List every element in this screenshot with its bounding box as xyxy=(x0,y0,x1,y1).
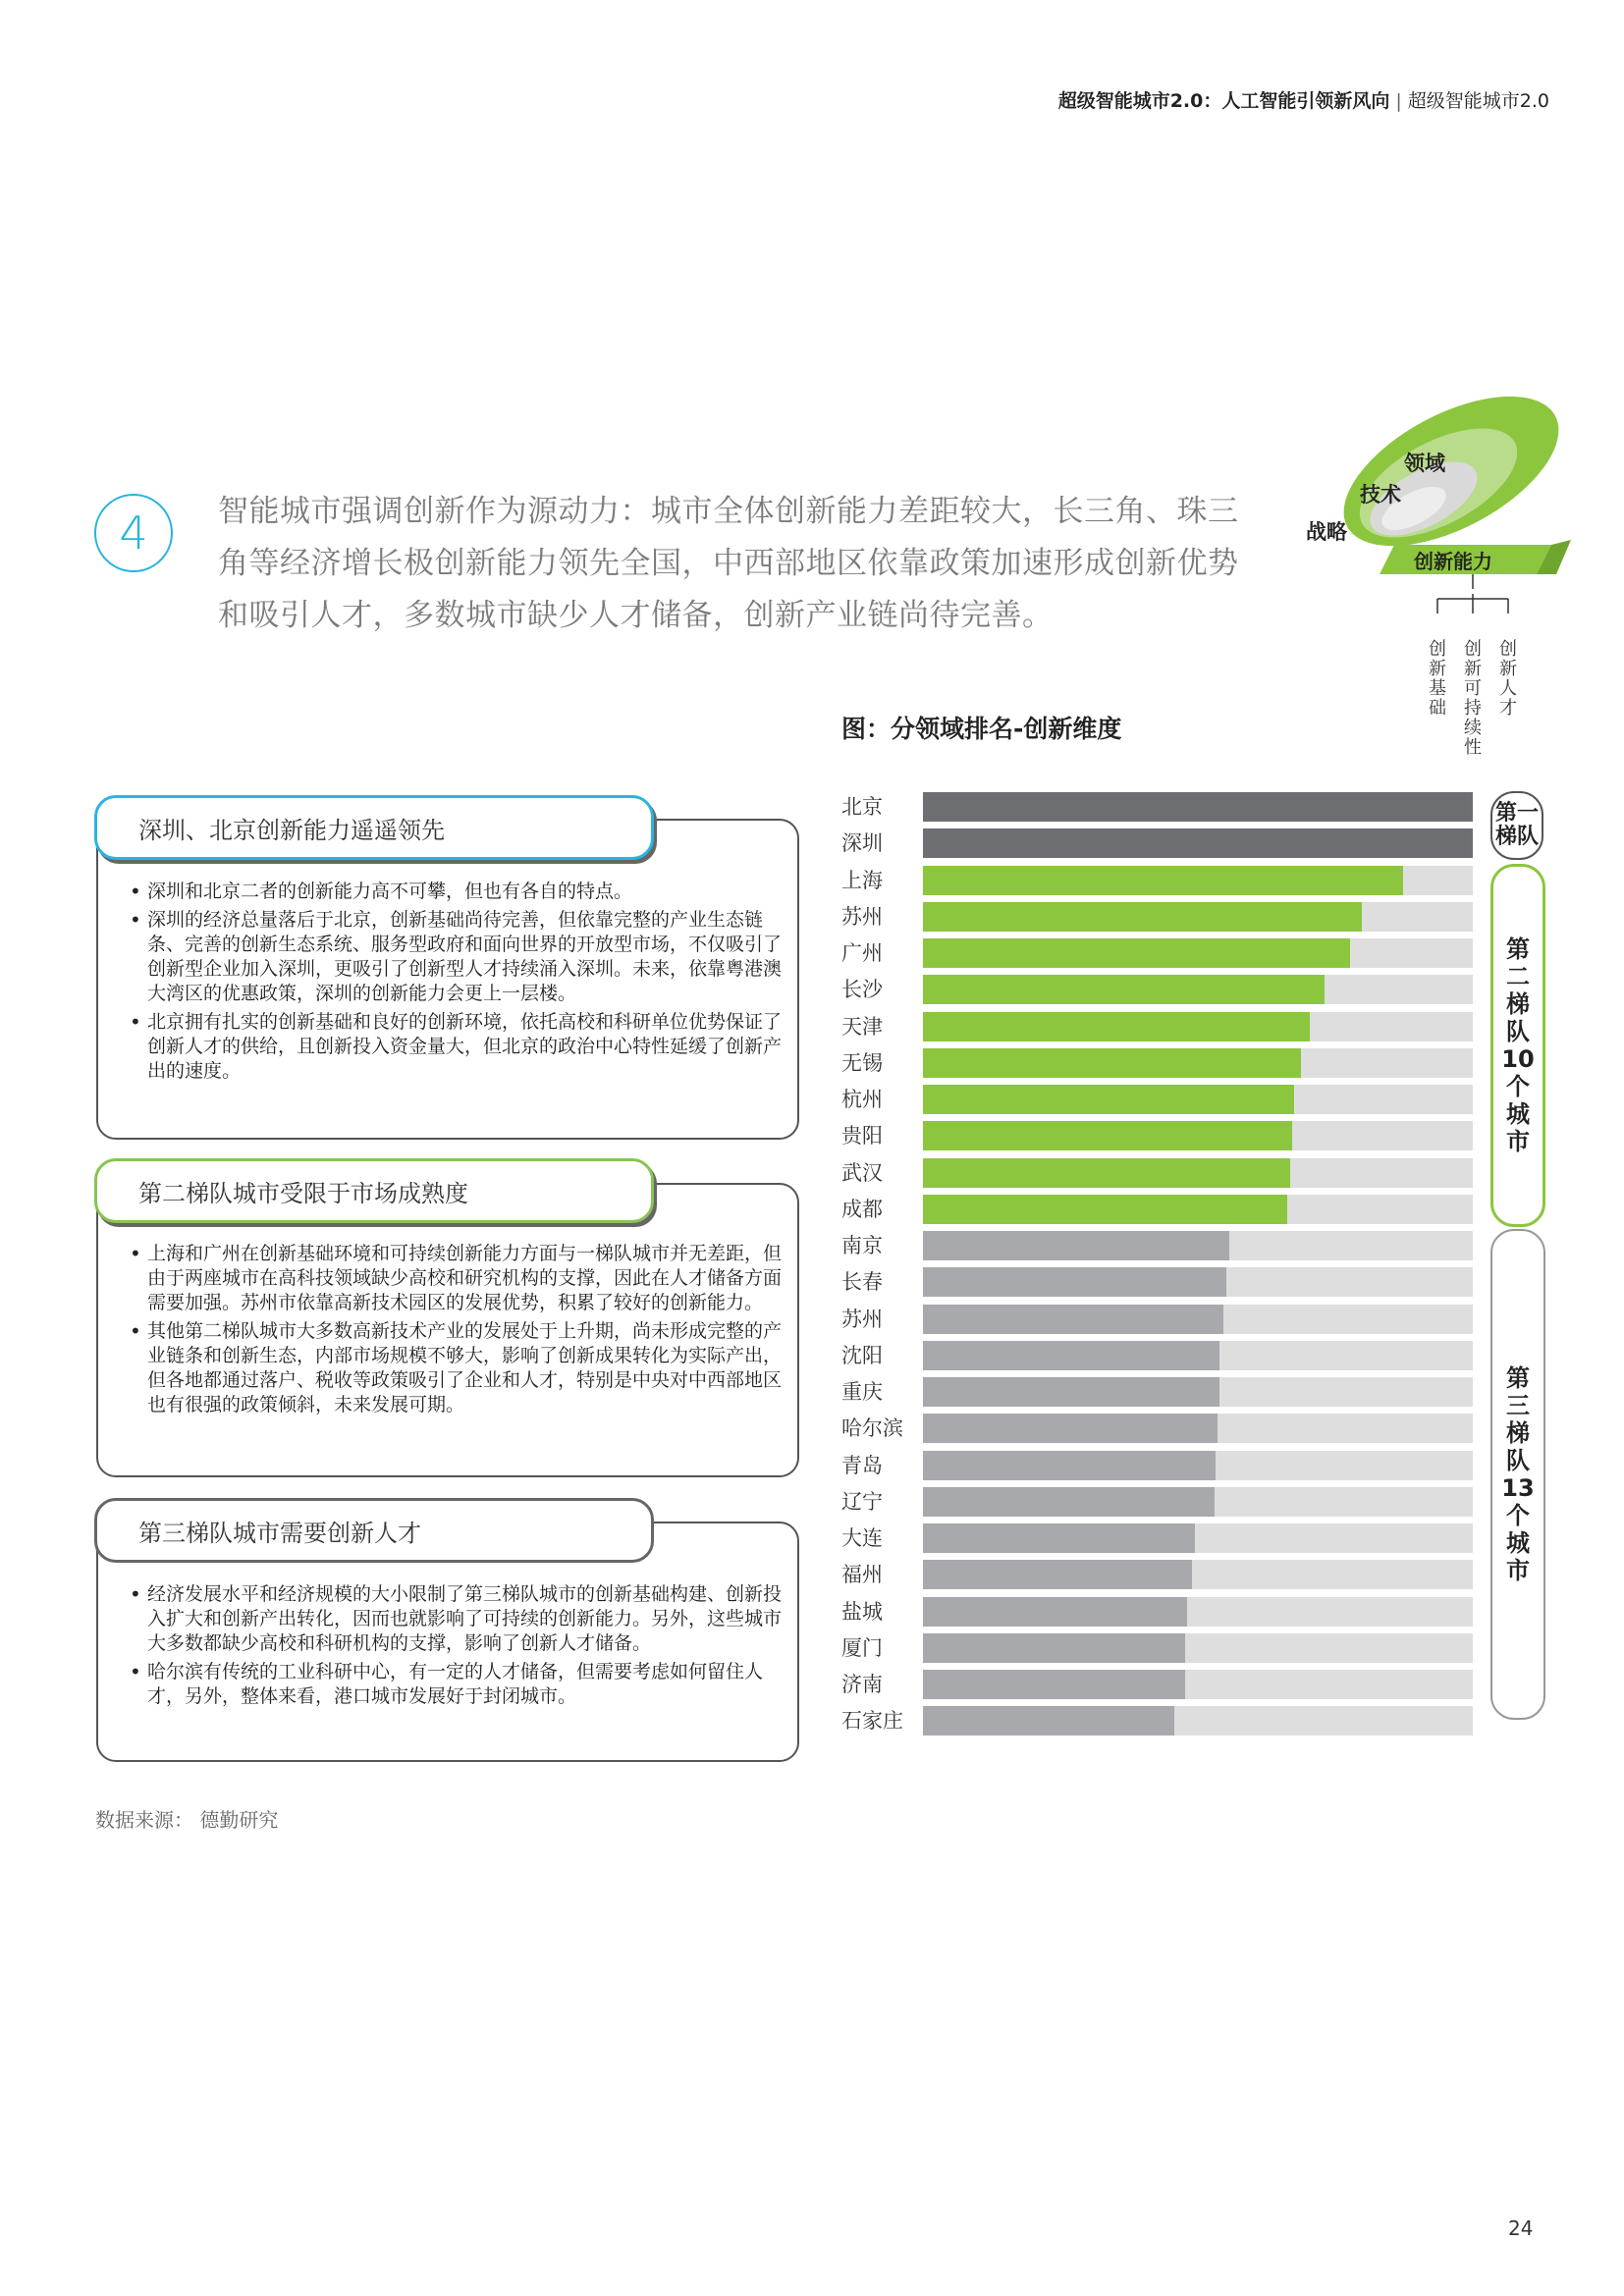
bar-track xyxy=(923,1597,1473,1627)
city-label: 杭州 xyxy=(841,1088,883,1111)
running-header xyxy=(0,86,1549,113)
bar-track xyxy=(923,1523,1473,1553)
diagram-label-technology: 技术 xyxy=(1360,483,1401,507)
box-tier2-bullet: • 上海和广州在创新基础环境和可持续创新能力方面与一梯队城市并无差距，但由于两座城市在高科技领域缺少高校和研究机构的支撑，因此在人才储备方面需要加强。苏州市依靠高新技术园区的发展优势，积累了较好的创新能力。 xyxy=(126,1242,793,1315)
bar-fill xyxy=(923,866,1403,895)
data-source: 数据来源： 德勤研究 xyxy=(95,1808,279,1832)
city-label: 长沙 xyxy=(841,978,883,1001)
bar-track xyxy=(923,1085,1473,1114)
box-tier3-title: 第三梯队城市需要创新人才 xyxy=(94,1498,654,1563)
bar-fill xyxy=(923,1158,1290,1188)
bar-fill xyxy=(923,975,1325,1004)
bar-fill xyxy=(923,1451,1216,1480)
bar-track xyxy=(923,1341,1473,1370)
city-label: 重庆 xyxy=(841,1380,883,1404)
city-label: 深圳 xyxy=(841,831,883,855)
bar-track xyxy=(923,792,1473,822)
page-number: 24 xyxy=(1508,2216,1534,2240)
branch-foundation: 创新基础 xyxy=(1429,639,1446,719)
city-label: 武汉 xyxy=(841,1161,883,1185)
bar-track xyxy=(923,975,1473,1004)
diagram-label-strategy: 战略 xyxy=(1306,520,1347,544)
bar-fill xyxy=(923,1414,1218,1443)
city-label: 无锡 xyxy=(841,1051,883,1075)
city-label: 辽宁 xyxy=(841,1490,883,1514)
bar-track xyxy=(923,938,1473,968)
city-label: 厦门 xyxy=(841,1636,883,1660)
tier3-bracket xyxy=(1490,1229,1545,1720)
city-label: 青岛 xyxy=(841,1454,883,1477)
header-separator: | xyxy=(1395,90,1402,112)
box-tier3-list xyxy=(126,1582,793,1713)
bar-track xyxy=(923,1231,1473,1260)
city-label: 石家庄 xyxy=(841,1709,903,1733)
bar-fill xyxy=(923,1523,1195,1553)
diagram-label-domain: 领域 xyxy=(1404,452,1445,475)
bar-fill xyxy=(923,902,1362,932)
bar-fill xyxy=(923,1305,1223,1334)
bar-fill xyxy=(923,1085,1294,1114)
tier1-bracket xyxy=(1490,791,1543,860)
city-label: 北京 xyxy=(841,795,883,819)
bar-track xyxy=(923,1012,1473,1041)
diagram-label-innovation: 创新能力 xyxy=(1414,550,1492,573)
bar-track xyxy=(923,1158,1473,1188)
box-tier2-bullet: • 其他第二梯队城市大多数高新技术产业的发展处于上升期，尚未形成完整的产业链条和创新生态，内部市场规模不够大，影响了创新成果转化为实际产出，但各地都通过落户、税收等政策吸引了企业和人才，特别是中央对中西部地区也有很强的政策倾斜，未来发展可期。 xyxy=(126,1319,793,1417)
box-tier1-bullet: • 北京拥有扎实的创新基础和良好的创新环境，依托高校和科研单位优势保证了创新人才的供给，且创新投入资金量大，但北京的政治中心特性延缓了创新产出的速度。 xyxy=(126,1010,793,1084)
bar-fill xyxy=(923,1706,1174,1735)
city-label: 盐城 xyxy=(841,1600,883,1624)
box-tier1-bullet: • 深圳和北京二者的创新能力高不可攀，但也有各自的特点。 xyxy=(126,880,793,904)
header-title: 超级智能城市2.0：人工智能引领新风向 xyxy=(1057,90,1390,112)
tier1-label: 第一 梯队 xyxy=(1494,801,1539,849)
tier2-bracket xyxy=(1490,864,1545,1227)
box-tier1-title: 深圳、北京创新能力遥遥领先 xyxy=(94,795,654,860)
box-tier3-bullet: • 哈尔滨有传统的工业科研中心，有一定的人才储备，但需要考虑如何留住人才，另外，整体来看，港口城市发展好于封闭城市。 xyxy=(126,1660,793,1709)
bar-fill xyxy=(923,828,1473,858)
bar-fill xyxy=(923,792,1473,822)
bar-track xyxy=(923,1670,1473,1699)
bar-track xyxy=(923,1195,1473,1224)
city-label: 福州 xyxy=(841,1563,883,1586)
city-label: 长春 xyxy=(841,1270,883,1294)
branch-sustainability: 创新可持续性 xyxy=(1464,639,1482,758)
bar-fill xyxy=(923,938,1350,968)
city-label: 广州 xyxy=(841,941,883,965)
bar-track xyxy=(923,866,1473,895)
city-label: 济南 xyxy=(841,1673,883,1696)
bar-fill xyxy=(923,1267,1226,1297)
bar-fill xyxy=(923,1377,1219,1407)
bar-track xyxy=(923,1451,1473,1480)
bar-track xyxy=(923,1048,1473,1078)
city-label: 沈阳 xyxy=(841,1344,883,1367)
bar-fill xyxy=(923,1121,1292,1150)
bar-track xyxy=(923,1414,1473,1443)
box-tier2-title: 第二梯队城市受限于市场成熟度 xyxy=(94,1158,654,1223)
section-number-badge: 4 xyxy=(94,494,173,572)
city-label: 南京 xyxy=(841,1234,883,1257)
city-label: 成都 xyxy=(841,1198,883,1221)
tier2-label: 第 二 梯 队 10 个 城 市 xyxy=(1501,935,1535,1155)
city-label: 大连 xyxy=(841,1526,883,1550)
bar-fill xyxy=(923,1195,1287,1224)
city-label: 苏州 xyxy=(841,1308,883,1331)
bar-fill xyxy=(923,1597,1187,1627)
bar-fill xyxy=(923,1341,1219,1370)
box-tier1-bullet: • 深圳的经济总量落后于北京，创新基础尚待完善，但依靠完整的产业生态链条、完善的创新生态系统、服务型政府和面向世界的开放型市场，不仅吸引了创新型企业加入深圳，更吸引了创新型人才持续涌入深圳。未来，依靠粤港澳大湾区的优惠政策，深圳的创新能力会更上一层楼。 xyxy=(126,908,793,1006)
bar-track xyxy=(923,1121,1473,1150)
bar-track xyxy=(923,1305,1473,1334)
city-label: 贵阳 xyxy=(841,1124,883,1148)
city-label: 苏州 xyxy=(841,905,883,929)
box-tier3-bullet: • 经济发展水平和经济规模的大小限制了第三梯队城市的创新基础构建、创新投入扩大和创新产出转化，因而也就影响了可持续的创新能力。另外，这些城市大多数都缺少高校和科研机构的支撑，影响了创新人才储备。 xyxy=(126,1582,793,1656)
bar-fill xyxy=(923,1560,1192,1589)
city-label: 上海 xyxy=(841,869,883,892)
tier3-label: 第 三 梯 队 13 个 城 市 xyxy=(1501,1364,1535,1584)
bar-track xyxy=(923,1560,1473,1589)
box-tier2-list xyxy=(126,1242,793,1421)
header-section: 超级智能城市2.0 xyxy=(1407,90,1549,112)
bar-track xyxy=(923,1706,1473,1735)
bar-track xyxy=(923,1377,1473,1407)
city-label: 天津 xyxy=(841,1015,883,1039)
intro-paragraph: 智能城市强调创新作为源动力：城市全体创新能力差距较大，长三角、珠三角等经济增长极创新能力领先全国，中西部地区依靠政策加速形成创新优势和吸引人才，多数城市缺少人才储备，创新产业链尚待完善。 xyxy=(218,494,1239,633)
bar-track xyxy=(923,1633,1473,1663)
branch-talent: 创新人才 xyxy=(1499,639,1517,719)
city-label: 哈尔滨 xyxy=(841,1416,903,1440)
bar-fill xyxy=(923,1048,1301,1078)
bar-fill xyxy=(923,1012,1310,1041)
bar-track xyxy=(923,902,1473,932)
bar-track xyxy=(923,1267,1473,1297)
bar-track xyxy=(923,828,1473,858)
bar-track xyxy=(923,1487,1473,1517)
box-tier1-list xyxy=(126,880,793,1088)
bar-fill xyxy=(923,1487,1215,1517)
chart-title: 图：分领域排名-创新维度 xyxy=(841,715,1122,743)
bar-fill xyxy=(923,1670,1185,1699)
capability-diagram xyxy=(1276,393,1571,785)
connector-svg xyxy=(1276,594,1571,653)
bar-fill xyxy=(923,1633,1185,1663)
bar-fill xyxy=(923,1231,1229,1260)
